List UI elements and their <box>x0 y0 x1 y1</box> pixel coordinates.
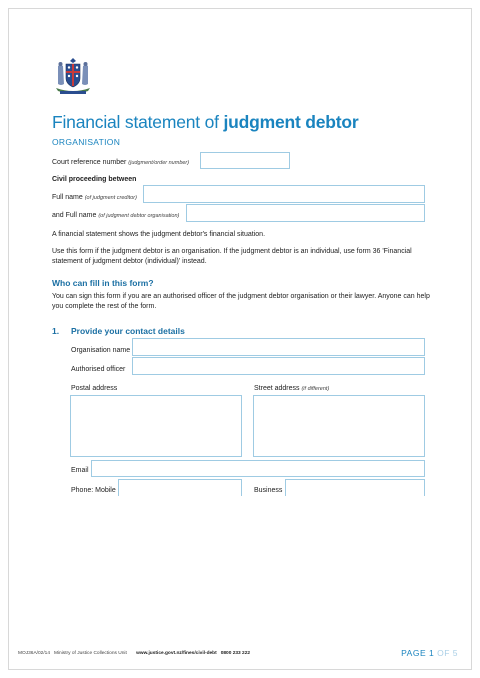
title-regular: Financial statement of <box>52 112 224 132</box>
postal-address-label: Postal address <box>71 385 118 392</box>
creditor-name-label-text: Full name <box>52 194 85 201</box>
debtor-name-note: (of judgment debtor organisation) <box>98 213 180 219</box>
intro-paragraph-2: Use this form if the judgment debtor is an organisation. If the judgment debtor is an individual, use form 36 'Financial statement of judgment debtor (individual)' instead. <box>52 248 412 265</box>
footer-form-code: MOJ36A/02/14 <box>18 651 50 656</box>
debtor-name-field[interactable] <box>186 204 425 222</box>
street-address-label <box>254 385 329 392</box>
title-bold: judgment debtor <box>223 112 359 132</box>
who-can-fill-text: You can sign this form if you are an authorised officer of the judgment debtor organisation or their lawyer. Anyone can help you complete the rest of the form. <box>52 293 430 310</box>
footer-unit: Ministry of Justice Collections Unit <box>54 651 127 656</box>
civil-proceeding-heading: Civil proceeding between <box>52 176 137 183</box>
page-current: 1 <box>429 648 435 658</box>
street-address-note: (if different) <box>301 386 330 392</box>
nz-coat-of-arms-icon <box>52 56 94 96</box>
court-ref-label-text: Court reference number <box>52 159 129 166</box>
organisation-name-field[interactable] <box>132 338 425 356</box>
page-subtitle: ORGANISATION <box>52 137 121 147</box>
page-prefix: PAGE <box>401 648 429 658</box>
email-field[interactable] <box>91 460 425 477</box>
who-can-fill-heading: Who can fill in this form? <box>52 278 154 288</box>
email-label: Email <box>71 467 89 474</box>
debtor-name-label <box>52 212 179 219</box>
court-ref-note: (judgment/order number) <box>128 160 190 166</box>
section-1-title: Provide your contact details <box>71 326 185 336</box>
court-reference-field[interactable] <box>200 152 290 169</box>
court-ref-label <box>52 159 189 166</box>
page-total: OF 5 <box>434 648 458 658</box>
footer-website-link[interactable]: www.justice.govt.nz/fines/civil-debt <box>136 651 217 656</box>
intro-paragraph-1: A financial statement shows the judgment debtor's financial situation. <box>52 231 266 238</box>
authorised-officer-label: Authorised officer <box>71 366 126 373</box>
footer-info <box>18 651 250 656</box>
street-address-field[interactable] <box>253 395 425 457</box>
page-title <box>52 112 359 133</box>
section-1-number: 1. <box>52 326 60 336</box>
organisation-name-label: Organisation name <box>71 347 131 354</box>
mobile-phone-label: Phone: Mobile <box>71 487 116 494</box>
business-phone-label: Business <box>254 487 283 494</box>
street-address-label-text: Street address <box>254 385 302 392</box>
page-indicator <box>401 648 458 658</box>
footer-phone: 0800 233 222 <box>220 651 251 656</box>
postal-address-field[interactable] <box>70 395 242 457</box>
creditor-name-label <box>52 194 137 201</box>
debtor-name-label-text: and Full name <box>52 212 99 219</box>
authorised-officer-field[interactable] <box>132 357 425 375</box>
mobile-phone-field[interactable] <box>118 479 242 496</box>
creditor-name-note: (of judgment creditor) <box>84 195 137 201</box>
creditor-name-field[interactable] <box>143 185 425 203</box>
business-phone-field[interactable] <box>285 479 425 496</box>
